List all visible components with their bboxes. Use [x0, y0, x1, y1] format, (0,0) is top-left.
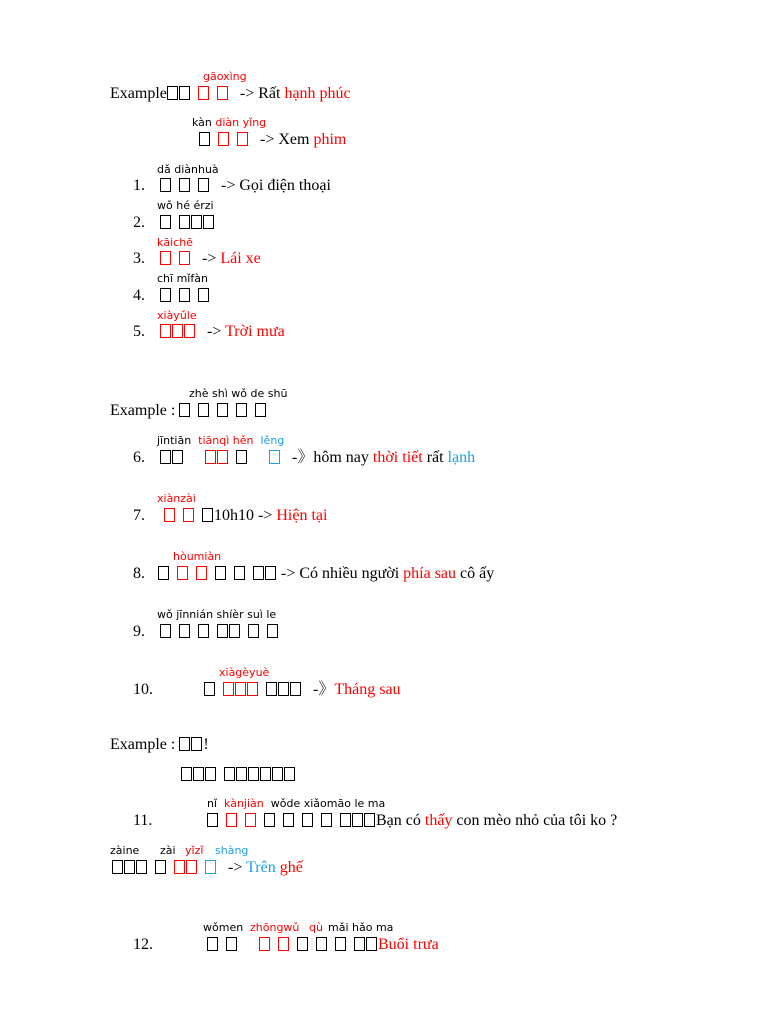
missing-glyph-icon: [160, 251, 171, 265]
missing-glyph-icon: [136, 860, 147, 874]
missing-glyph-icon: [316, 937, 327, 951]
item-number: 9.: [133, 623, 145, 640]
exercise-line: [160, 249, 261, 269]
missing-glyph-icon: [179, 737, 190, 751]
missing-glyph-icon: [179, 251, 190, 265]
missing-glyph-icon: [229, 624, 240, 638]
pinyin-annotation: kàn diàn yǐng: [192, 116, 267, 129]
translation-text: Bạn có: [376, 812, 425, 829]
translation-text: -> Có nhiều người: [281, 565, 404, 582]
missing-glyph-icon: [217, 86, 228, 100]
missing-glyph-icon: [179, 86, 190, 100]
missing-glyph-icon: [160, 288, 171, 302]
missing-glyph-icon: [236, 767, 247, 781]
exercise-line: [207, 811, 617, 831]
missing-glyph-icon: [236, 450, 247, 464]
missing-glyph-icon: [193, 767, 204, 781]
missing-glyph-icon: [179, 178, 190, 192]
missing-glyph-icon: [191, 215, 202, 229]
missing-glyph-icon: [248, 624, 259, 638]
missing-glyph-icon: [354, 937, 365, 951]
missing-glyph-icon: [196, 566, 207, 580]
pinyin-annotation: wǒ hé érzi: [157, 199, 214, 212]
translation-highlight: Trời mưa: [225, 323, 285, 340]
missing-glyph-icon: [183, 508, 194, 522]
pinyin-annotation: xiànzài: [157, 492, 196, 505]
exercise-line: [160, 448, 475, 468]
missing-glyph-icon: [278, 937, 289, 951]
missing-glyph-icon: [283, 813, 294, 827]
translation-highlight: Buổi trưa: [378, 936, 439, 953]
missing-glyph-icon: [160, 178, 171, 192]
pinyin-annotation: qù: [309, 921, 323, 934]
translation-highlight: Trên: [246, 859, 280, 876]
translation-text: rất: [422, 449, 448, 466]
missing-glyph-icon: [174, 860, 185, 874]
exercise-line: [160, 213, 215, 233]
pinyin-annotation: kāichē: [157, 236, 193, 249]
translation-highlight: phim: [313, 131, 347, 148]
missing-glyph-icon: [366, 937, 377, 951]
missing-glyph-icon: [172, 450, 183, 464]
translation-highlight: Hiện tại: [276, 507, 328, 524]
translation-highlight: hạnh phúc: [284, 85, 351, 102]
pinyin-annotation: wǒ jīnnián shíèr suì le: [157, 608, 277, 621]
exercise-line: [160, 622, 286, 642]
missing-glyph-icon: [259, 937, 270, 951]
missing-glyph-icon: [202, 508, 213, 522]
missing-glyph-icon: [160, 624, 171, 638]
missing-glyph-icon: [198, 86, 209, 100]
missing-glyph-icon: [181, 767, 192, 781]
missing-glyph-icon: [112, 860, 123, 874]
missing-glyph-icon: [198, 288, 209, 302]
item-number: 10.: [133, 681, 153, 698]
example-line-4: [110, 735, 209, 755]
pinyin-annotation: gāoxìng: [203, 70, 247, 83]
example-line-2: [199, 130, 346, 150]
missing-glyph-icon: [198, 403, 209, 417]
exercise-line: [164, 506, 327, 526]
missing-glyph-icon: [237, 132, 248, 146]
missing-glyph-icon: [160, 450, 171, 464]
item-number: 6.: [133, 449, 145, 466]
missing-glyph-icon: [245, 813, 256, 827]
translation-highlight: ghế: [279, 859, 303, 876]
missing-glyph-icon: [164, 508, 175, 522]
missing-glyph-icon: [191, 737, 202, 751]
pinyin-annotation: dǎ diànhuà: [157, 163, 219, 176]
missing-glyph-icon: [266, 682, 277, 696]
item-number: 7.: [133, 507, 145, 524]
missing-glyph-icon: [217, 450, 228, 464]
missing-glyph-icon: [205, 860, 216, 874]
missing-glyph-icon: [160, 215, 171, 229]
missing-glyph-icon: [203, 215, 214, 229]
missing-glyph-icon: [184, 324, 195, 338]
pinyin-annotation: zài: [160, 844, 176, 857]
pinyin-annotation: chī mǐfàn: [157, 272, 208, 285]
missing-glyph-icon: [160, 324, 171, 338]
missing-glyph-icon: [253, 566, 264, 580]
pinyin-annotation: zàine: [110, 844, 140, 857]
missing-glyph-icon: [265, 566, 276, 580]
missing-glyph-icon: [340, 813, 351, 827]
missing-glyph-icon: [204, 682, 215, 696]
missing-glyph-icon: [205, 450, 216, 464]
pinyin-annotation: mǎi hǎo ma: [328, 921, 394, 934]
missing-glyph-icon: [217, 624, 228, 638]
missing-glyph-icon: [234, 566, 245, 580]
translation-text: 10h10 ->: [214, 507, 277, 524]
item-number: 5.: [133, 323, 145, 340]
missing-glyph-icon: [264, 813, 275, 827]
missing-glyph-icon: [158, 566, 169, 580]
missing-glyph-icon: [167, 86, 178, 100]
missing-glyph-icon: [321, 813, 332, 827]
translation-text: -》hôm nay: [292, 449, 373, 466]
pinyin-annotation: xiàgèyuè: [219, 666, 270, 679]
missing-glyph-icon: [335, 937, 346, 951]
pinyin-annotation: zhè shì wǒ de shū: [189, 387, 288, 400]
translation-text: -> Gọi điện thoại: [221, 177, 331, 194]
translation-highlight: Lái xe: [220, 250, 261, 267]
missing-glyph-icon: [235, 682, 246, 696]
missing-glyph-icon: [278, 682, 289, 696]
pinyin-annotation: hòumiàn: [173, 550, 222, 563]
missing-glyph-icon: [186, 860, 197, 874]
missing-glyph-icon: [207, 937, 218, 951]
exercise-line: [160, 322, 285, 342]
missing-glyph-icon: [155, 860, 166, 874]
translation-highlight: lạnh: [447, 449, 476, 466]
pinyin-annotation: shàng: [215, 844, 249, 857]
missing-glyph-icon: [179, 403, 190, 417]
translation-text: ->: [202, 250, 221, 267]
missing-glyph-icon: [179, 215, 190, 229]
missing-glyph-icon: [302, 813, 313, 827]
exercise-line: [160, 176, 331, 196]
translation-text: cô ấy: [456, 565, 495, 582]
missing-glyph-icon: [207, 813, 218, 827]
item-number: 1.: [133, 177, 145, 194]
missing-glyph-icon: [215, 566, 226, 580]
pinyin-annotation: xiàyǔle: [157, 309, 197, 322]
missing-glyph-icon: [177, 566, 188, 580]
exercise-line: [112, 858, 303, 878]
item-number: 3.: [133, 250, 145, 267]
item-number: 2.: [133, 214, 145, 231]
translation-highlight: phía sau: [403, 565, 457, 582]
translation-text: ->: [207, 323, 226, 340]
missing-glyph-icon: [172, 324, 183, 338]
example-line-1: [110, 84, 351, 104]
missing-glyph-icon: [224, 767, 235, 781]
example-label: Example: [110, 85, 167, 102]
translation-text: ->: [228, 859, 247, 876]
example-label: Example :: [110, 402, 176, 419]
missing-glyph-icon: [223, 682, 234, 696]
missing-glyph-icon: [198, 624, 209, 638]
missing-glyph-icon: [352, 813, 363, 827]
pinyin-annotation: yǐzǐ: [185, 844, 204, 857]
missing-glyph-icon: [364, 813, 375, 827]
item-number: 12.: [133, 936, 153, 953]
missing-glyph-icon: [247, 682, 258, 696]
translation-text: con mèo nhỏ của tôi ko ?: [452, 812, 618, 829]
missing-glyph-icon: [217, 403, 228, 417]
example-label: Example :: [110, 736, 176, 753]
missing-glyph-icon: [290, 682, 301, 696]
translation-highlight: Tháng sau: [334, 681, 401, 698]
missing-glyph-icon: [124, 860, 135, 874]
translation-highlight: thời tiết: [372, 449, 423, 466]
translation-text: -》: [313, 681, 335, 698]
translation-text: -> Rất: [239, 85, 285, 102]
exercise-line: [158, 564, 494, 584]
missing-glyph-icon: [179, 624, 190, 638]
exercise-line: [160, 286, 217, 306]
missing-glyph-icon: [272, 767, 283, 781]
item-number: 8.: [133, 565, 145, 582]
missing-glyph-icon: [267, 624, 278, 638]
missing-glyph-icon: [260, 767, 271, 781]
missing-glyph-icon: [179, 288, 190, 302]
missing-glyph-icon: [284, 767, 295, 781]
pinyin-annotation: wǒmen: [203, 921, 244, 934]
translation-text: -> Xem: [260, 131, 314, 148]
item-number: 4.: [133, 287, 145, 304]
missing-glyph-icon: [248, 767, 259, 781]
pinyin-annotation: zhōngwǔ: [250, 921, 300, 934]
missing-glyph-icon: [226, 813, 237, 827]
item-number: 11.: [133, 812, 153, 829]
translation-highlight: thấy: [424, 812, 453, 829]
missing-glyph-icon: [205, 767, 216, 781]
missing-glyph-icon: [198, 178, 209, 192]
pinyin-annotation: jīntiān tiānqì hěn lěng: [157, 434, 285, 447]
missing-glyph-icon: [218, 132, 229, 146]
missing-glyph-icon: [199, 132, 210, 146]
exclamation-text: !: [203, 736, 209, 753]
exercise-line: [204, 680, 401, 700]
missing-glyph-icon: [226, 937, 237, 951]
pinyin-annotation: nǐ kànjiàn wǒde xiǎomāo le ma: [207, 797, 386, 810]
missing-glyph-icon: [269, 450, 280, 464]
exercise-line: [207, 935, 439, 955]
missing-glyph-icon: [297, 937, 308, 951]
example-line-3: [110, 401, 274, 421]
example-line-5: [181, 765, 296, 785]
missing-glyph-icon: [255, 403, 266, 417]
missing-glyph-icon: [236, 403, 247, 417]
